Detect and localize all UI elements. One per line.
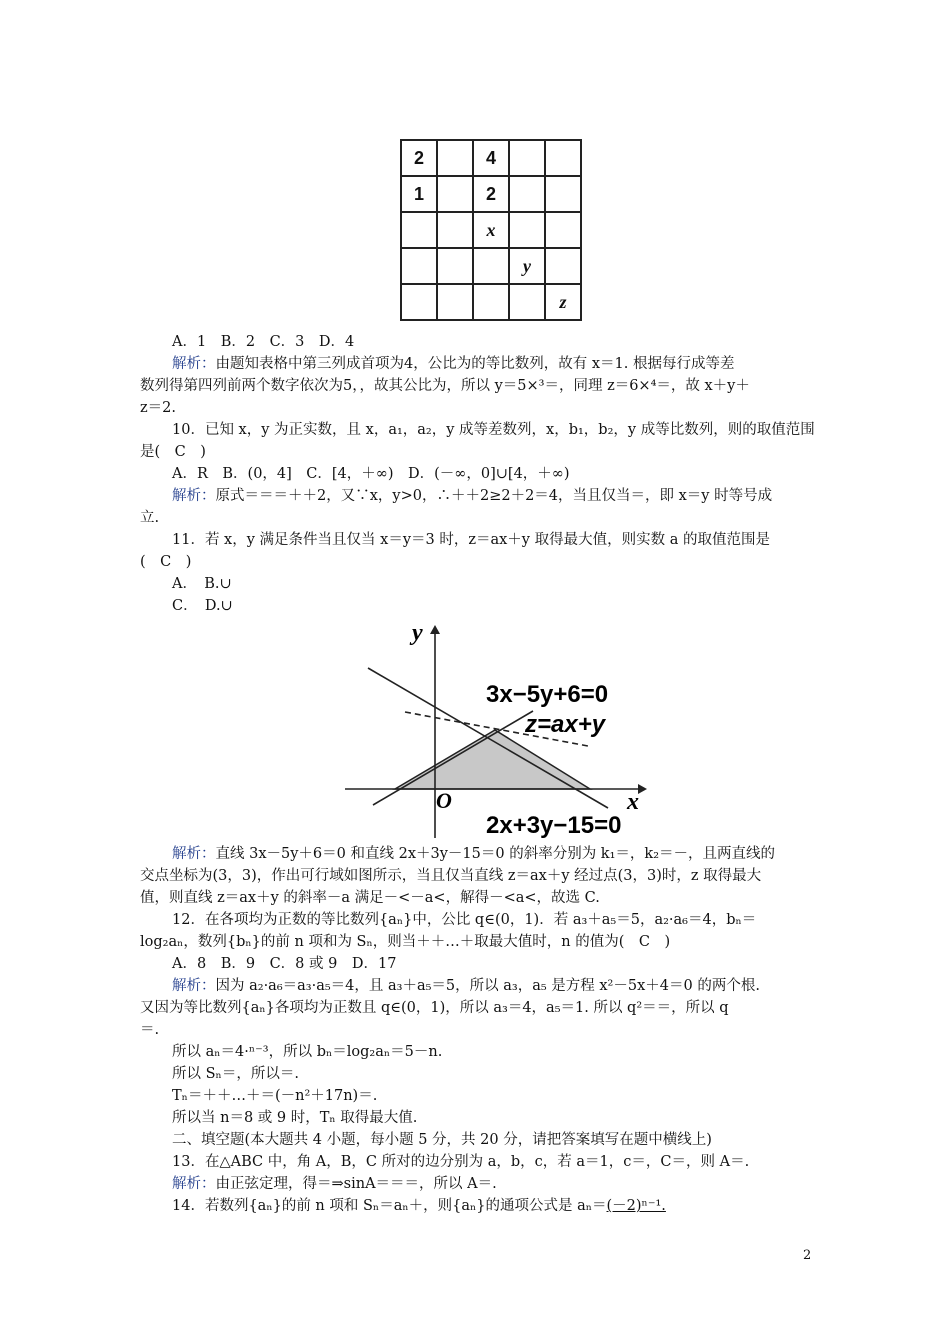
q13-stem: 13．在△ABC 中，角 A，B，C 所对的边分别为 a，b，c，若 a＝1，c＝，C＝，则 A＝. <box>172 1154 750 1170</box>
line-label: 3x−5y+6=0 <box>486 681 609 708</box>
grid-cell <box>509 212 545 248</box>
x-axis-label: x <box>627 789 639 815</box>
q12-solution-text: 所以当 n＝8 或 9 时，Tₙ 取得最大值. <box>172 1110 418 1126</box>
q11-stem: 11．若 x，y 满足条件当且仅当 x＝y＝3 时，z＝ax＋y 取得最大值，则实数 a 的取值范围是 <box>172 532 770 548</box>
q10-solution-text: 原式＝＝＝＋＋2，又∵x，y>0，∴＋＋2≥2＋2＝4，当且仅当＝，即 x＝y 时等号成 <box>215 488 773 504</box>
grid-row <box>401 212 581 248</box>
grid-cell: x <box>473 212 509 248</box>
grid-cell <box>473 284 509 320</box>
q9-solution-text: 数列得第四列前两个数字依次为5，，故其公比为，所以 y＝5×³＝，同理 z＝6×⁴＝，故 x＋y＋ <box>140 378 750 394</box>
q9-solution-line <box>172 354 844 374</box>
solution-label: 解析： <box>172 1176 216 1192</box>
q10-stem: 10．已知 x，y 为正实数，且 x，a₁，a₂，y 成等差数列，x，b₁，b₂，y 成等比数列，则的取值范围 <box>172 422 815 438</box>
q9-solution-text: 由题知表格中第三列成首项为4，公比为的等比数列，故有 x＝1. 根据每行成等差 <box>215 356 735 372</box>
grid-cell: 2 <box>401 140 437 176</box>
section-heading: 二、填空题(本大题共 4 小题，每小题 5 分，共 20 分，请把答案填写在题中横线上) <box>172 1132 712 1148</box>
q13-solution-text: 由正弦定理，得＝⇒sinA＝＝＝，所以 A＝. <box>215 1176 497 1192</box>
q10-options: A．R B．(0，4] C．[4，＋∞) D．(－∞，0]∪[4，＋∞) <box>172 466 570 482</box>
q12-solution-line <box>172 976 844 996</box>
grid-cell <box>437 140 473 176</box>
q12-stem: log₂aₙ，数列{bₙ}的前 n 项和为 Sₙ，则当＋＋…＋取最大值时，n 的值为( C ) <box>140 934 671 950</box>
grid-cell: z <box>545 284 581 320</box>
grid-row <box>401 248 581 284</box>
grid-cell <box>437 284 473 320</box>
grid-cell: 2 <box>473 176 509 212</box>
grid-cell <box>437 176 473 212</box>
q11-options: C． D.∪ <box>172 598 233 614</box>
grid-cell: y <box>509 248 545 284</box>
grid-row <box>401 284 581 320</box>
grid-cell <box>509 176 545 212</box>
line-label: 2x+3y−15=0 <box>486 812 622 839</box>
solution-label: 解析： <box>172 356 216 372</box>
grid-cell <box>509 140 545 176</box>
q12-solution-text: ＝. <box>140 1022 160 1038</box>
page-number: 2 <box>803 1248 812 1263</box>
q9-options: A．1 B．2 C．3 D．4 <box>172 334 355 350</box>
q14-line <box>172 1196 844 1216</box>
origin-label: O <box>436 788 452 813</box>
solution-label: 解析： <box>172 488 216 504</box>
grid-cell <box>545 140 581 176</box>
q11-solution-text: 交点坐标为(3，3)，作出可行域如图所示，当且仅当直线 z＝ax＋y 经过点(3，3)时，z 取得最大 <box>140 868 762 884</box>
grid-cell <box>545 212 581 248</box>
line-label: z=ax+y <box>525 711 606 738</box>
q12-solution-text: 因为 a₂·a₆＝a₃·a₅＝4，且 a₃＋a₅＝5，所以 a₃，a₅ 是方程 x²－5x＋4＝0 的两个根. <box>215 978 760 994</box>
grid-cell <box>437 248 473 284</box>
q12-solution-text: 所以 aₙ＝4·ⁿ⁻³，所以 bₙ＝log₂aₙ＝5－n. <box>172 1044 443 1060</box>
q12-solution-text: Tₙ＝＋＋…＋＝(－n²＋17n)＝. <box>172 1088 378 1104</box>
q14-answer: (－2)ⁿ⁻¹. <box>606 1198 666 1214</box>
q11-solution-text: 值，则直线 z＝ax＋y 的斜率－a 满足－<－a<，解得－<a<，故选 C. <box>140 890 600 906</box>
number-grid <box>400 139 582 321</box>
q11-stem: ( C ) <box>140 554 192 570</box>
q10-stem: 是( C ) <box>140 444 206 460</box>
y-axis-arrow <box>430 625 440 634</box>
q10-solution-text: 立. <box>140 510 160 526</box>
q11-solution-text: 直线 3x－5y＋6＝0 和直线 2x＋3y－15＝0 的斜率分别为 k₁＝，k₂＝－，且两直线的 <box>215 846 776 862</box>
q11-solution-line <box>172 844 844 864</box>
q12-solution-text: 所以 Sₙ＝，所以＝. <box>172 1066 299 1082</box>
q9-solution-text: z＝2. <box>140 400 176 416</box>
grid-row <box>401 140 581 176</box>
q12-solution-text: 又因为等比数列{aₙ}各项均为正数且 q∈(0，1)，所以 a₃＝4，a₅＝1. 所以 q²＝＝，所以 q <box>140 1000 729 1016</box>
grid-cell <box>401 284 437 320</box>
q12-stem: 12．在各项均为正数的等比数列{aₙ}中，公比 q∈(0，1)．若 a₃＋a₅＝5，a₂·a₆＝4，bₙ＝ <box>172 912 757 928</box>
q13-solution-line <box>172 1174 844 1194</box>
grid-cell <box>473 248 509 284</box>
q10-solution-line <box>172 486 844 506</box>
grid-row <box>401 176 581 212</box>
grid-cell: 4 <box>473 140 509 176</box>
x-axis-arrow <box>638 784 647 794</box>
grid-cell <box>545 248 581 284</box>
solution-label: 解析： <box>172 846 216 862</box>
solution-label: 解析： <box>172 978 216 994</box>
grid-cell <box>509 284 545 320</box>
q11-options: A． B.∪ <box>172 576 232 592</box>
q12-options: A．8 B．9 C．8 或 9 D．17 <box>172 956 397 972</box>
grid-cell: 1 <box>401 176 437 212</box>
grid-cell <box>401 248 437 284</box>
grid-cell <box>545 176 581 212</box>
q14-stem: 14．若数列{aₙ}的前 n 项和 Sₙ＝aₙ＋，则{aₙ}的通项公式是 aₙ＝ <box>172 1198 607 1214</box>
grid-cell <box>437 212 473 248</box>
grid-cell <box>401 212 437 248</box>
y-axis-label: y <box>412 620 423 646</box>
feasible-region-graph <box>340 612 650 842</box>
